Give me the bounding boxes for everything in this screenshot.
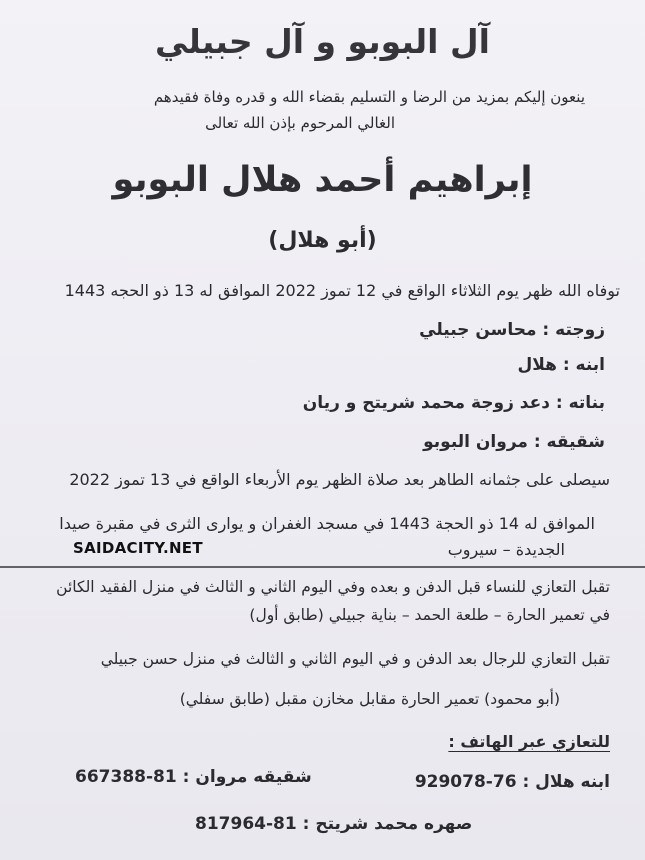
funeral-line-3: الجديدة – سيروب bbox=[447, 540, 565, 559]
intro-line-1: ينعون إليكم بمزيد من الرضا و التسليم بقضاء الله و قدره وفاة فقيدهم bbox=[153, 88, 585, 106]
funeral-line-2: الموافق له 14 ذو الحجة 1443 في مسجد الغفران و يوارى الثرى في مقبرة صيدا bbox=[59, 514, 595, 533]
deceased-nickname: (أبو هلال) bbox=[268, 228, 377, 253]
condolences-women-line-1: تقبل التعازي للنساء قبل الدفن و بعده وفي اليوم الثاني و الثالث في منزل الفقيد الكائن bbox=[56, 578, 610, 596]
funeral-line-1: سيصلى على جثمانه الطاهر بعد صلاة الظهر يوم الأربعاء الواقع في 13 تموز 2022 bbox=[69, 470, 610, 489]
phone-son-in-law: صهره محمد شريتح : 81-817964 bbox=[195, 814, 473, 834]
relative-daughters: بناته : دعد زوجة محمد شريتح و ريان bbox=[302, 393, 605, 413]
section-divider bbox=[0, 566, 645, 568]
relative-wife: زوجته : محاسن جبيلي bbox=[419, 320, 605, 340]
intro-line-2: الغالي المرحوم بإذن الله تعالى bbox=[205, 114, 395, 132]
relative-son: ابنه : هلال bbox=[517, 355, 605, 375]
condolences-men-line-2: (أبو محمود) تعمير الحارة مقابل مخازن مقبل (طابق سفلي) bbox=[179, 690, 560, 708]
family-title: آل البوبو و آل جبيلي bbox=[155, 22, 490, 61]
condolences-women-line-2: في تعمير الحارة – طلعة الحمد – بناية جبيلي (طابق أول) bbox=[249, 606, 610, 624]
death-date-line: توفاه الله ظهر يوم الثلاثاء الواقع في 12 تموز 2022 الموافق له 13 ذو الحجه 1443 bbox=[64, 281, 620, 300]
relative-brother: شقيقه : مروان البوبو bbox=[423, 432, 605, 452]
site-watermark: SAIDACITY.NET bbox=[73, 539, 203, 557]
phone-condolences-header: للتعازي عبر الهاتف : bbox=[448, 732, 610, 751]
phone-brother: شقيقه مروان : 81-667388 bbox=[75, 767, 312, 787]
phone-son: ابنه هلال : 76-929078 bbox=[414, 772, 610, 792]
deceased-name: إبراهيم أحمد هلال البوبو bbox=[112, 160, 533, 200]
condolences-men-line-1: تقبل التعازي للرجال بعد الدفن و في اليوم الثاني و الثالث في منزل حسن جبيلي bbox=[100, 650, 610, 668]
